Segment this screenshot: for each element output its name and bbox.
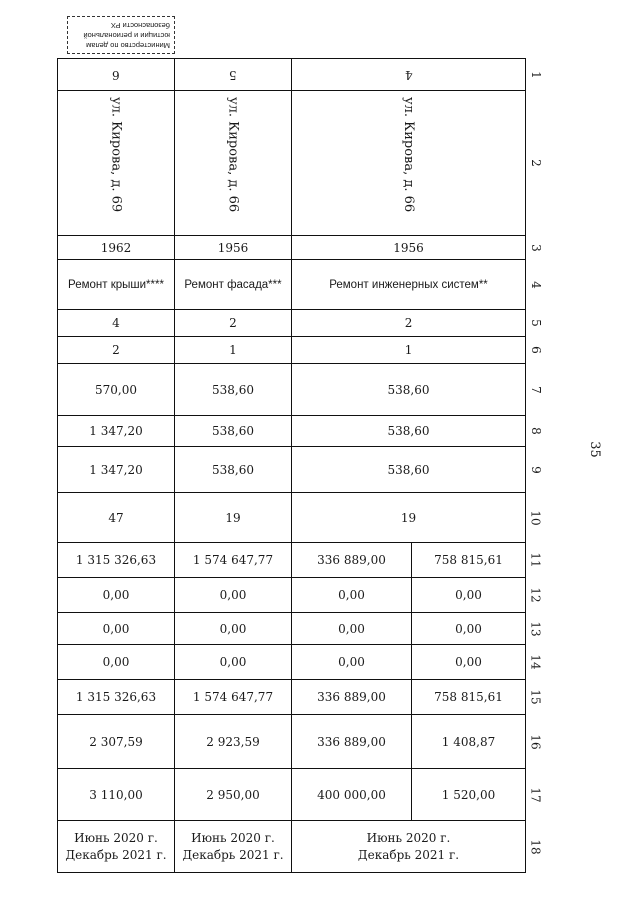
table-cell: 0,00 xyxy=(292,613,412,645)
table-cell: 2 xyxy=(58,337,175,364)
table-cell: 336 889,00 xyxy=(292,543,412,578)
table-cell: 2 307,59 xyxy=(58,715,175,769)
table-cell: 1 520,00 xyxy=(412,769,526,821)
table-cell: 1 574 647,77 xyxy=(175,680,292,715)
table-row xyxy=(58,236,546,260)
start-date: Июнь 2020 г. xyxy=(366,830,451,845)
table-row xyxy=(58,364,546,416)
row-index: 14 xyxy=(526,645,546,680)
table-row xyxy=(58,769,546,821)
repair-schedule-table xyxy=(57,58,546,873)
table-cell: 758 815,61 xyxy=(412,680,526,715)
end-date: Декабрь 2021 г. xyxy=(182,847,284,862)
row-index: 4 xyxy=(526,260,546,310)
table-cell: 538,60 xyxy=(292,447,526,493)
table-cell: 538,60 xyxy=(292,416,526,447)
row-index: 12 xyxy=(526,578,546,613)
end-date: Декабрь 2021 г. xyxy=(65,847,167,862)
row-index: 17 xyxy=(526,769,546,821)
table-row xyxy=(58,91,546,236)
address-cell: ул. Кирова, д. 66 xyxy=(175,91,292,236)
table-row xyxy=(58,416,546,447)
table-cell: 47 xyxy=(58,493,175,543)
table-row xyxy=(58,447,546,493)
table-cell: 0,00 xyxy=(175,613,292,645)
row-index: 18 xyxy=(526,821,546,873)
start-date: Июнь 2020 г. xyxy=(191,830,275,845)
table-cell: 1 347,20 xyxy=(58,447,175,493)
table-cell: 2 xyxy=(175,310,292,337)
table-cell: 1 xyxy=(292,337,526,364)
table-cell: 0,00 xyxy=(412,645,526,680)
table-cell: 336 889,00 xyxy=(292,715,412,769)
table-cell: 1 574 647,77 xyxy=(175,543,292,578)
repair-type-cell: Ремонт фасада*** xyxy=(175,260,292,310)
row-index: 11 xyxy=(526,543,546,578)
year-cell: 1956 xyxy=(175,236,292,260)
table-cell: 19 xyxy=(292,493,526,543)
address-cell: ул. Кирова, д. 69 xyxy=(58,91,175,236)
row-index: 15 xyxy=(526,680,546,715)
repair-type-cell: Ремонт крыши**** xyxy=(58,260,175,310)
row-index: 3 xyxy=(526,236,546,260)
table-cell: 538,60 xyxy=(175,416,292,447)
table-cell: 0,00 xyxy=(58,578,175,613)
table-cell: 19 xyxy=(175,493,292,543)
table-row xyxy=(58,613,546,645)
table-cell: 758 815,61 xyxy=(412,543,526,578)
table-cell: 400 000,00 xyxy=(292,769,412,821)
stamp-line-3: безопасности РХ xyxy=(110,21,170,30)
row-index: 7 xyxy=(526,364,546,416)
column-header-4: 4 xyxy=(292,59,526,91)
table-row xyxy=(58,337,546,364)
table-cell: 1 408,87 xyxy=(412,715,526,769)
date-range-cell xyxy=(292,821,526,873)
table-cell: 2 950,00 xyxy=(175,769,292,821)
table-cell: 570,00 xyxy=(58,364,175,416)
date-range-cell xyxy=(175,821,292,873)
table-row xyxy=(58,260,546,310)
row-index: 8 xyxy=(526,416,546,447)
table-row xyxy=(58,645,546,680)
table-cell: 2 923,59 xyxy=(175,715,292,769)
table-cell: 4 xyxy=(58,310,175,337)
table-row xyxy=(58,543,546,578)
table-cell: 0,00 xyxy=(412,613,526,645)
start-date: Июнь 2020 г. xyxy=(74,830,158,845)
table-row xyxy=(58,578,546,613)
repair-type-cell: Ремонт инженерных систем** xyxy=(292,260,526,310)
table-cell: 538,60 xyxy=(175,447,292,493)
table-row xyxy=(58,821,546,873)
table-cell: 0,00 xyxy=(175,645,292,680)
table-row xyxy=(58,715,546,769)
year-cell: 1962 xyxy=(58,236,175,260)
date-range-cell xyxy=(58,821,175,873)
table-cell: 538,60 xyxy=(292,364,526,416)
year-cell: 1956 xyxy=(292,236,526,260)
row-index: 9 xyxy=(526,447,546,493)
column-header-6: 6 xyxy=(58,59,175,91)
table-cell: 1 315 326,63 xyxy=(58,543,175,578)
row-index: 2 xyxy=(526,91,546,236)
table-cell: 0,00 xyxy=(292,578,412,613)
table-row xyxy=(58,680,546,715)
table-cell: 0,00 xyxy=(412,578,526,613)
table-cell: 1 347,20 xyxy=(58,416,175,447)
stamp-line-2: юстиции и региональной xyxy=(83,31,170,40)
table-cell: 3 110,00 xyxy=(58,769,175,821)
table-cell: 1 315 326,63 xyxy=(58,680,175,715)
row-index: 10 xyxy=(526,493,546,543)
table-cell: 0,00 xyxy=(58,645,175,680)
table-cell: 0,00 xyxy=(292,645,412,680)
ministry-stamp xyxy=(67,16,175,54)
row-index: 5 xyxy=(526,310,546,337)
row-index: 16 xyxy=(526,715,546,769)
table-cell: 2 xyxy=(292,310,526,337)
table-cell: 0,00 xyxy=(58,613,175,645)
row-index: 1 xyxy=(526,59,546,91)
table-cell: 336 889,00 xyxy=(292,680,412,715)
table-cell: 538,60 xyxy=(175,364,292,416)
row-index: 13 xyxy=(526,613,546,645)
table-row xyxy=(58,59,546,91)
end-date: Декабрь 2021 г. xyxy=(357,847,460,862)
address-cell: ул. Кирова, д. 66 xyxy=(292,91,526,236)
table-cell: 0,00 xyxy=(175,578,292,613)
stamp-line-1: Министерство по делам xyxy=(86,41,170,50)
row-index: 6 xyxy=(526,337,546,364)
table-cell: 1 xyxy=(175,337,292,364)
page-number: 35 xyxy=(586,441,602,458)
table-row xyxy=(58,310,546,337)
table-row xyxy=(58,493,546,543)
column-header-5: 5 xyxy=(175,59,292,91)
